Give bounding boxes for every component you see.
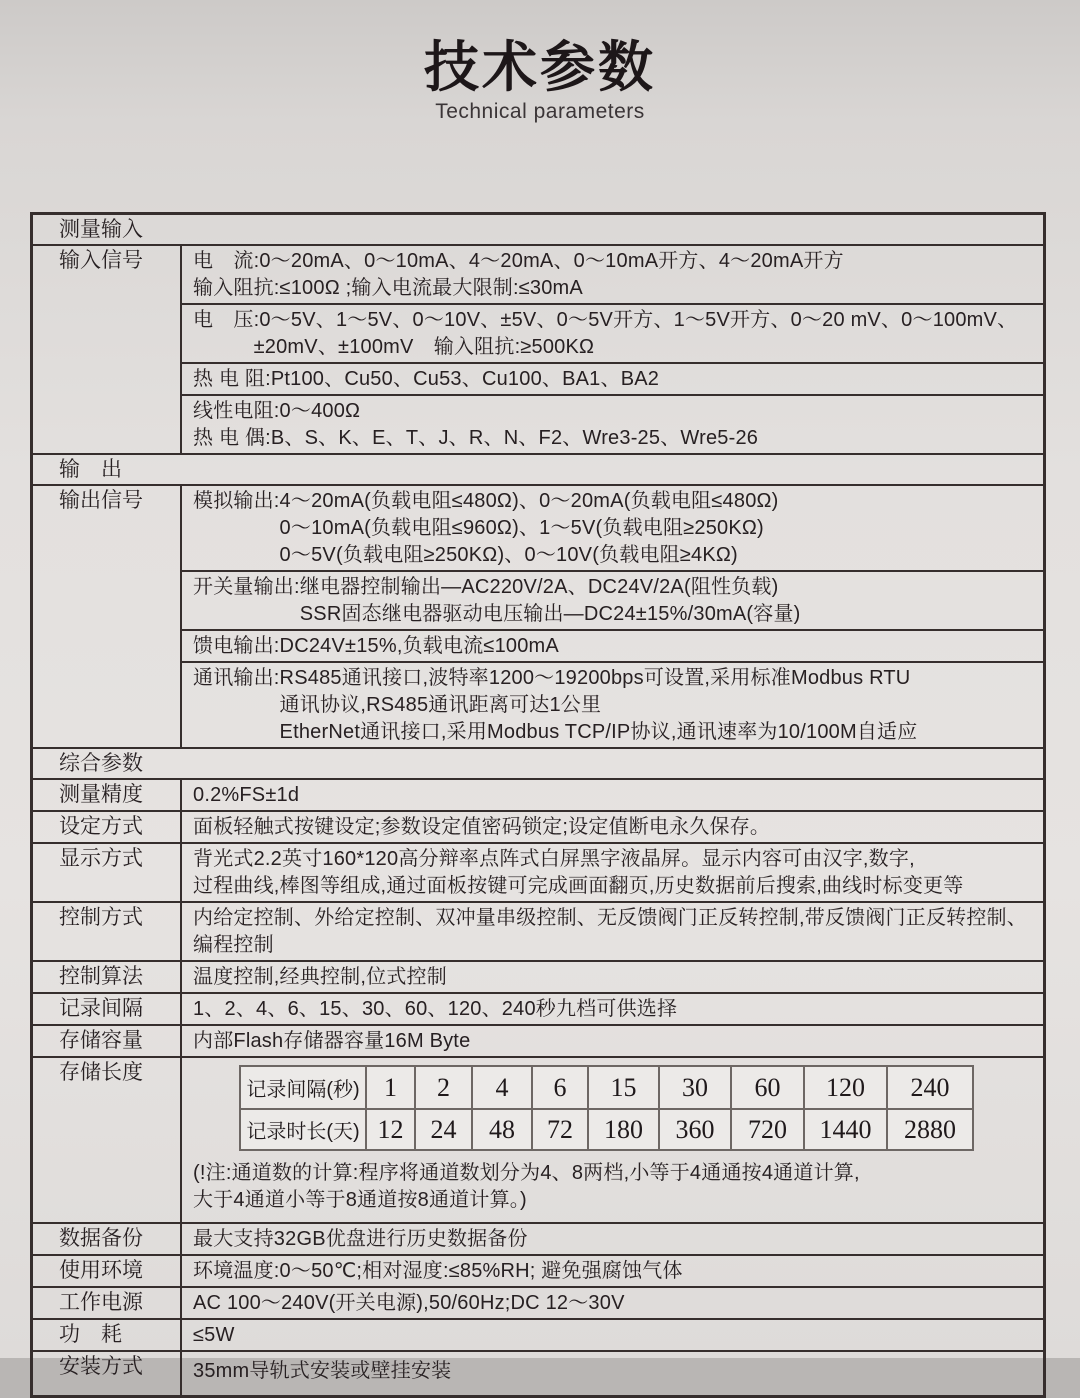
spec-table [30, 212, 1046, 1398]
row-label: 存储容量 [59, 1029, 143, 1052]
spec-row-setting-method [33, 810, 1043, 842]
row-content [180, 1288, 1043, 1318]
row-content [180, 1058, 1043, 1222]
storage-length-body [182, 1058, 1043, 1222]
spec-cell-voltage [182, 303, 1043, 362]
note-line: 大于4通道小等于8通道按8通道计算。) [193, 1189, 527, 1211]
mini-table-cell: 120 [803, 1067, 886, 1108]
mini-table-cell: 72 [531, 1108, 587, 1149]
spec-row-installation [33, 1350, 1043, 1395]
row-content [180, 994, 1043, 1024]
row-content [180, 844, 1043, 901]
row-content [180, 1320, 1043, 1350]
spec-row-storage-length [33, 1056, 1043, 1222]
spec-cell [182, 1352, 1043, 1395]
section-row-measure-input [33, 215, 1043, 244]
spec-row-accuracy [33, 778, 1043, 810]
mini-table-header: 记录间隔(秒) [246, 1079, 360, 1101]
spec-row-control-method [33, 901, 1043, 960]
spec-row-output-signal [33, 484, 1043, 747]
spec-cell [182, 994, 1043, 1024]
mini-table-header: 记录时长(天) [241, 1108, 365, 1149]
section-label: 综合参数 [59, 752, 143, 775]
row-label: 控制方式 [59, 906, 143, 929]
row-label: 控制算法 [59, 965, 143, 988]
spec-cell [182, 1256, 1043, 1286]
spec-cell [182, 1320, 1043, 1350]
spec-cell-comm-output [182, 661, 1043, 747]
spec-line: 面板轻触式按键设定;参数设定值密码锁定;设定值断电永久保存。 [193, 816, 771, 838]
spec-cell [182, 812, 1043, 842]
spec-line: AC 100～240V(开关电源),50/60Hz;DC 12～30V [193, 1292, 625, 1314]
spec-line: SSR固态继电器驱动电压输出—DC24±15%/30mA(容量) [193, 603, 801, 625]
spec-cell [182, 1224, 1043, 1254]
row-label: 输入信号 [59, 249, 143, 272]
title-block [0, 36, 1080, 124]
spec-row-control-algorithm [33, 960, 1043, 992]
row-content [180, 962, 1043, 992]
spec-line: 内给定控制、外给定控制、双冲量串级控制、无反馈阀门正反转控制,带反馈阀门正反转控制、 [193, 907, 1027, 929]
spec-line: 通讯协议,RS485通讯距离可达1公里 [193, 694, 602, 716]
page-subtitle: Technical parameters [435, 100, 645, 124]
spec-line: 过程曲线,棒图等组成,通过面板按键可完成画面翻页,历史数据前后搜索,曲线时标变更等 [193, 875, 964, 897]
mini-table-cell: 60 [730, 1067, 803, 1108]
spec-row-data-backup [33, 1222, 1043, 1254]
mini-table-cell: 24 [414, 1108, 471, 1149]
mini-table-cell: 180 [587, 1108, 658, 1149]
spec-cell-analog-output [182, 486, 1043, 570]
row-content [180, 903, 1043, 960]
spec-line: 0～5V(负载电阻≥250KΩ)、0～10V(负载电阻≥4KΩ) [193, 544, 738, 566]
spec-line: 馈电输出:DC24V±15%,负载电流≤100mA [193, 635, 559, 657]
spec-row-operating-environment [33, 1254, 1043, 1286]
spec-line: 编程控制 [193, 934, 274, 956]
spec-line: 热 电 偶:B、S、K、E、T、J、R、N、F2、Wre3-25、Wre5-26 [193, 427, 759, 449]
spec-line: 电 压:0～5V、1～5V、0～10V、±5V、0～5V开方、1～5V开方、0～20 mV、0～100mV、 [193, 309, 1018, 331]
row-content [180, 246, 1043, 453]
mini-table-cell: 6 [531, 1067, 587, 1108]
spec-cell-feed-output [182, 629, 1043, 661]
row-label: 安装方式 [59, 1355, 143, 1378]
spec-cell [182, 962, 1043, 992]
spec-line: 模拟输出:4～20mA(负载电阻≤480Ω)、0～20mA(负载电阻≤480Ω) [193, 490, 779, 512]
row-label: 记录间隔 [59, 997, 143, 1020]
mini-table-cell: 15 [587, 1067, 658, 1108]
note-line: (!注:通道数的计算:程序将通道数划分为4、8两档,小等于4通通按4通道计算, [193, 1162, 860, 1184]
page-title: 技术参数 [423, 36, 656, 98]
mini-table-cell: 1 [365, 1067, 414, 1108]
mini-table-cell: 1440 [803, 1108, 886, 1149]
section-label: 测量输入 [59, 218, 143, 241]
spec-line: 温度控制,经典控制,位式控制 [193, 966, 447, 988]
spec-line: 通讯输出:RS485通讯接口,波特率1200～19200bps可设置,采用标准Modbus RTU [193, 667, 911, 689]
spec-line: 背光式2.2英寸160*120高分辩率点阵式白屏黑字液晶屏。显示内容可由汉字,数字, [193, 848, 915, 870]
spec-line: 35mm导轨式安装或壁挂安装 [193, 1360, 452, 1382]
spec-cell [182, 1288, 1043, 1318]
spec-cell-rtd [182, 362, 1043, 394]
row-content [180, 812, 1043, 842]
spec-line: EtherNet通讯接口,采用Modbus TCP/IP协议,通讯速率为10/100M自适应 [193, 721, 918, 743]
channel-count-note [193, 1160, 1037, 1214]
spec-line: ≤5W [193, 1324, 235, 1346]
row-content [180, 1026, 1043, 1056]
mini-table-cell: 360 [658, 1108, 730, 1149]
spec-line: 内部Flash存储器容量16M Byte [193, 1030, 471, 1052]
row-content [180, 780, 1043, 810]
spec-row-storage-capacity [33, 1024, 1043, 1056]
spec-line: 输入阻抗:≤100Ω ;输入电流最大限制:≤30mA [193, 277, 583, 299]
row-label: 功 耗 [59, 1323, 122, 1346]
spec-line: 电 流:0～20mA、0～10mA、4～20mA、0～10mA开方、4～20mA开方 [193, 250, 844, 272]
row-label: 存储长度 [59, 1061, 143, 1084]
spec-line: ±20mV、±100mV 输入阻抗:≥500KΩ [193, 336, 595, 358]
mini-table-cell: 240 [886, 1067, 972, 1108]
spec-line: 热 电 阻:Pt100、Cu50、Cu53、Cu100、BA1、BA2 [193, 368, 660, 390]
spec-row-power-consumption [33, 1318, 1043, 1350]
spec-cell [182, 844, 1043, 901]
spec-row-record-interval [33, 992, 1043, 1024]
record-duration-table [239, 1065, 974, 1151]
mini-table-cell: 4 [471, 1067, 531, 1108]
section-row-general-params [33, 747, 1043, 778]
row-label: 工作电源 [59, 1291, 143, 1314]
row-content [180, 486, 1043, 747]
spec-line: 0～10mA(负载电阻≤960Ω)、1～5V(负载电阻≥250KΩ) [193, 517, 764, 539]
row-content [180, 1224, 1043, 1254]
row-content [180, 1256, 1043, 1286]
mini-table-cell: 2 [414, 1067, 471, 1108]
spec-cell-switch-output [182, 570, 1043, 629]
section-row-output [33, 453, 1043, 484]
spec-cell-resistance-thermocouple [182, 394, 1043, 453]
row-content [180, 1352, 1043, 1395]
spec-row-display-method [33, 842, 1043, 901]
mini-table-cell: 30 [658, 1067, 730, 1108]
row-label: 输出信号 [59, 489, 143, 512]
row-label: 显示方式 [59, 847, 143, 870]
spec-cell [182, 780, 1043, 810]
spec-line: 线性电阻:0～400Ω [193, 400, 361, 422]
row-label: 设定方式 [59, 815, 143, 838]
mini-table-cell: 720 [730, 1108, 803, 1149]
spec-cell [182, 903, 1043, 960]
spec-line: 环境温度:0～50℃;相对湿度:≤85%RH; 避免强腐蚀气体 [193, 1260, 683, 1282]
spec-cell-current [182, 246, 1043, 303]
spec-line: 最大支持32GB优盘进行历史数据备份 [193, 1228, 528, 1250]
spec-line: 0.2%FS±1d [193, 784, 300, 806]
row-label: 使用环境 [59, 1259, 143, 1282]
row-label: 测量精度 [59, 783, 143, 806]
mini-table-cell: 48 [471, 1108, 531, 1149]
spec-row-power-supply [33, 1286, 1043, 1318]
section-label: 输 出 [59, 458, 122, 481]
spec-cell [182, 1026, 1043, 1056]
spec-row-input-signal [33, 244, 1043, 453]
spec-line: 1、2、4、6、15、30、60、120、240秒九档可供选择 [193, 998, 678, 1020]
spec-line: 开关量输出:继电器控制输出—AC220V/2A、DC24V/2A(阻性负载) [193, 576, 779, 598]
mini-table-cell: 2880 [886, 1108, 972, 1149]
row-label: 数据备份 [59, 1227, 143, 1250]
mini-table-cell: 12 [365, 1108, 414, 1149]
